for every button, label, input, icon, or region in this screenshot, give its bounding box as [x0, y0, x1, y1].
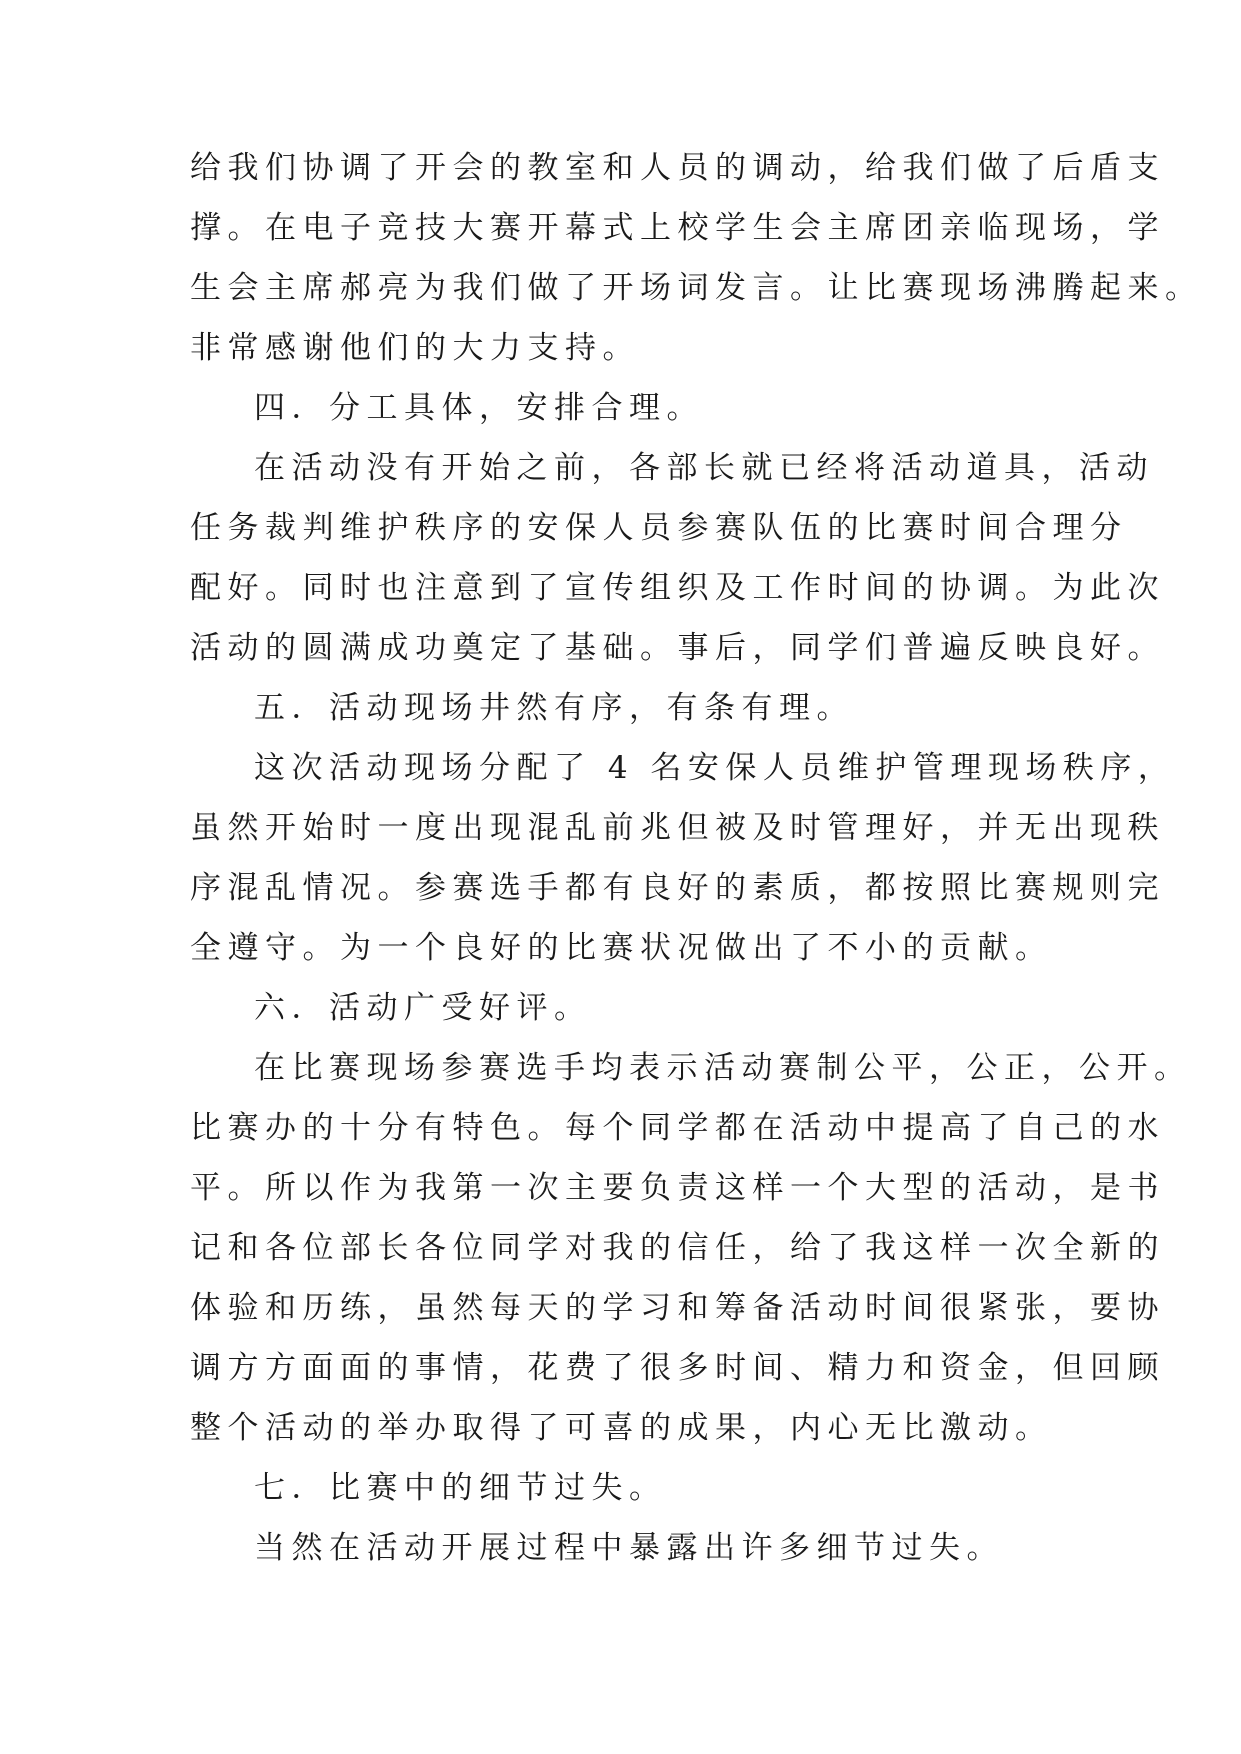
paragraph-line: 调方方面面的事情，花费了很多时间、精力和资金，但回顾 [190, 1350, 1165, 1386]
paragraph-line: 这次活动现场分配了 4 名安保人员维护管理现场秩序， [254, 750, 1176, 786]
section-heading: 七．比赛中的细节过失。 [254, 1470, 667, 1506]
paragraph-line: 比赛办的十分有特色。每个同学都在活动中提高了自己的水 [190, 1110, 1165, 1146]
paragraph-line: 全遵守。为一个良好的比赛状况做出了不小的贡献。 [190, 930, 1053, 966]
section-heading: 六．活动广受好评。 [254, 990, 592, 1026]
paragraph-line: 任务裁判维护秩序的安保人员参赛队伍的比赛时间合理分 [190, 510, 1128, 546]
paragraph-line: 记和各位部长各位同学对我的信任，给了我这样一次全新的 [190, 1230, 1165, 1266]
paragraph-line: 虽然开始时一度出现混乱前兆但被及时管理好，并无出现秩 [190, 810, 1165, 846]
section-heading: 五．活动现场井然有序，有条有理。 [254, 690, 854, 726]
paragraph-line: 体验和历练，虽然每天的学习和筹备活动时间很紧张，要协 [190, 1290, 1165, 1326]
paragraph-line: 序混乱情况。参赛选手都有良好的素质，都按照比赛规则完 [190, 870, 1165, 906]
paragraph-line: 平。所以作为我第一次主要负责这样一个大型的活动，是书 [190, 1170, 1165, 1206]
paragraph-line: 活动的圆满成功奠定了基础。事后，同学们普遍反映良好。 [190, 630, 1165, 666]
paragraph-line: 生会主席郝亮为我们做了开场词发言。让比赛现场沸腾起来。 [190, 270, 1203, 306]
paragraph-line: 非常感谢他们的大力支持。 [190, 330, 640, 366]
paragraph-line: 在比赛现场参赛选手均表示活动赛制公平，公正，公开。 [254, 1050, 1192, 1086]
paragraph-line: 给我们协调了开会的教室和人员的调动，给我们做了后盾支 [190, 150, 1165, 186]
paragraph-line: 在活动没有开始之前，各部长就已经将活动道具，活动 [254, 450, 1154, 486]
paragraph-line: 整个活动的举办取得了可喜的成果，内心无比激动。 [190, 1410, 1053, 1446]
section-heading: 四．分工具体，安排合理。 [254, 390, 704, 426]
paragraph-line: 撑。在电子竞技大赛开幕式上校学生会主席团亲临现场，学 [190, 210, 1165, 246]
paragraph-line: 配好。同时也注意到了宣传组织及工作时间的协调。为此次 [190, 570, 1165, 606]
paragraph-line: 当然在活动开展过程中暴露出许多细节过失。 [254, 1530, 1004, 1566]
